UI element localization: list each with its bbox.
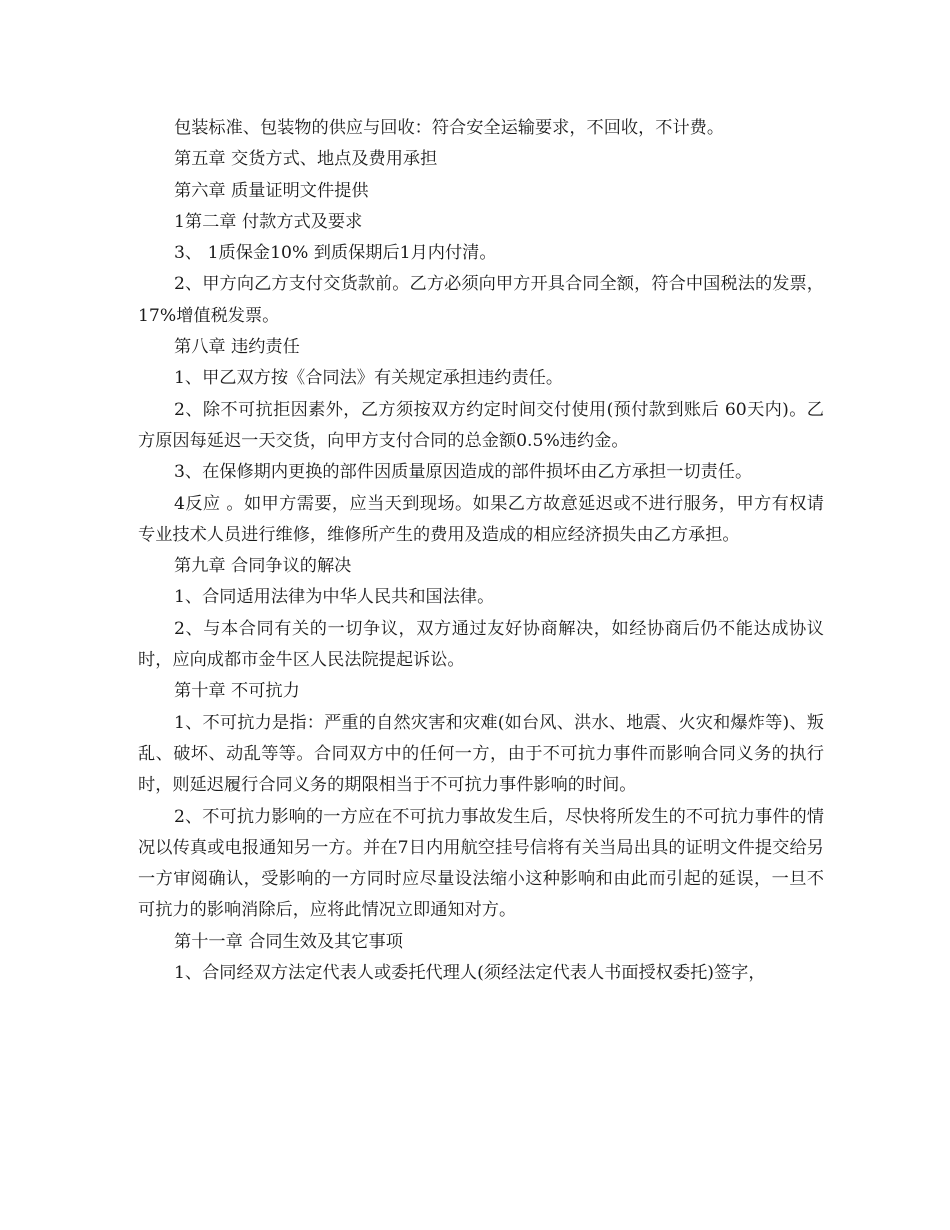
paragraph-liability-4: 4反应 。如甲方需要，应当天到现场。如果乙方故意延迟或不进行服务，甲方有权请专业技术人员进行维修，维修所产生的费用及造成的相应经济损失由乙方承担。: [138, 493, 824, 545]
paragraph-liability-1: 1、甲乙双方按《合同法》有关规定承担违约责任。: [174, 368, 564, 389]
heading-chapter-2: 1第二章 付款方式及要求: [174, 211, 363, 232]
paragraph-force-majeure-2: 2、不可抗力影响的一方应在不可抗力事故发生后，尽快将所发生的不可抗力事件的情况以传真或电报通知另一方。并在7日内用航空挂号信将有关当局出具的证明文件提交给另一方审阅确认，受影响的一方同时应尽量设法缩小这种影响和由此而引起的延误，一旦不可抗力的影响消除后，应将此情况立即通知对方。: [138, 806, 824, 921]
paragraph-packaging: 包装标准、包装物的供应与回收：符合安全运输要求，不回收，不计费。: [174, 118, 725, 138]
paragraph-dispute-2: 2、与本合同有关的一切争议，双方通过友好协商解决，如经协商后仍不能达成协议时，应向成都市金牛区人民法院提起诉讼。: [138, 618, 824, 671]
heading-chapter-11: 第十一章 合同生效及其它事项: [174, 931, 403, 952]
paragraph-effectiveness-1: 1、合同经双方法定代表人或委托代理人(须经法定代表人书面授权委托)签字，: [174, 963, 766, 984]
paragraph-warranty-deposit: 3、 1质保金10% 到质保期后1月内付清。: [174, 243, 497, 264]
heading-chapter-8: 第八章 违约责任: [174, 337, 300, 358]
paragraph-invoice: 2、甲方向乙方支付交货款前。乙方必须向甲方开具合同全额，符合中国税法的发票，17%增值税发票。: [138, 274, 824, 326]
paragraph-liability-3: 3、在保修期内更换的部件因质量原因造成的部件损坏由乙方承担一切责任。: [174, 462, 753, 483]
paragraph-liability-2: 2、除不可抗拒因素外，乙方须按双方约定时间交付使用(预付款到账后 60天内)。乙方原因每延迟一天交货，向甲方支付合同的总金额0.5%违约金。: [138, 399, 824, 451]
heading-chapter-9: 第九章 合同争议的解决: [174, 556, 352, 577]
paragraph-dispute-1: 1、合同适用法律为中华人民共和国法律。: [174, 587, 495, 608]
heading-chapter-10: 第十章 不可抗力: [174, 681, 300, 702]
heading-chapter-6: 第六章 质量证明文件提供: [174, 180, 369, 201]
document-body: [138, 113, 824, 989]
paragraph-force-majeure-1: 1、不可抗力是指：严重的自然灾害和灾难(如台风、洪水、地震、火灾和爆炸等)、叛乱、破坏、动乱等等。合同双方中的任何一方，由于不可抗力事件而影响合同义务的执行时，则延迟履行合同义务的期限相当于不可抗力事件影响的时间。: [138, 712, 824, 796]
heading-chapter-5: 第五章 交货方式、地点及费用承担: [174, 149, 438, 170]
